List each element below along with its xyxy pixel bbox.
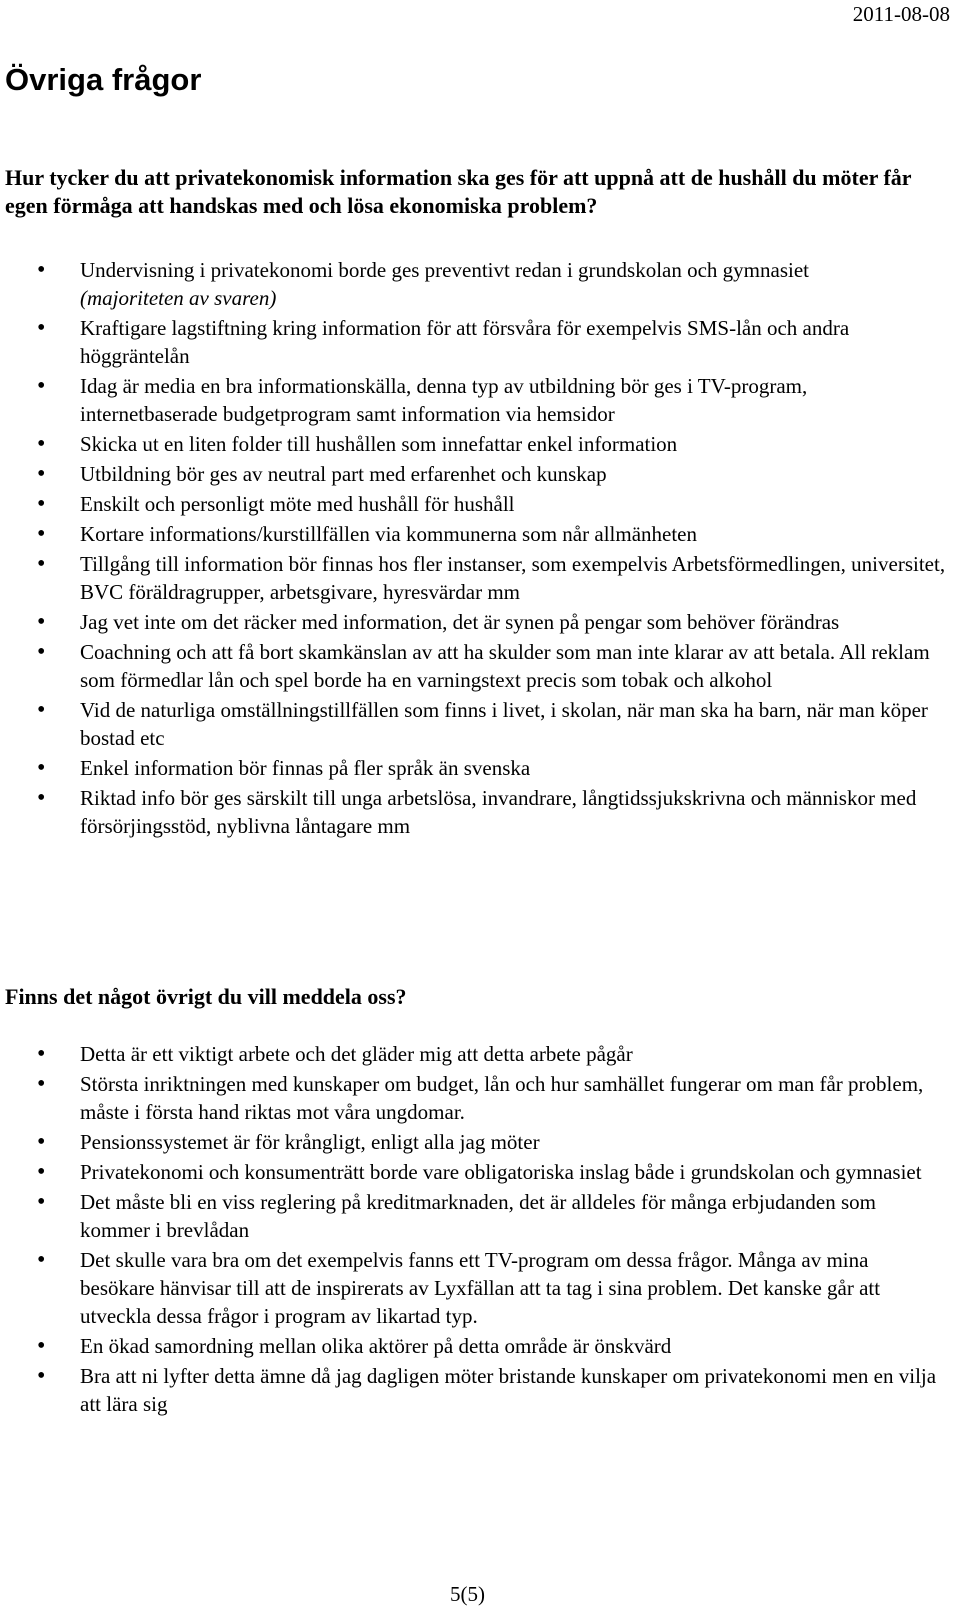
list-item bbox=[0, 256, 948, 312]
answer-list-2 bbox=[0, 1040, 948, 1420]
question-2: Finns det något övrigt du vill meddela oss? bbox=[5, 984, 407, 1009]
list-item-text: Undervisning i privatekonomi borde ges preventivt redan i grundskolan och gymnasiet bbox=[80, 258, 810, 282]
list-item: • Det måste bli en viss reglering på kreditmarknaden, det är alldeles för många erbjudanden som kommer i brevlådan bbox=[0, 1188, 948, 1244]
list-item: • Idag är media en bra informationskälla, denna typ av utbildning bör ges i TV-program, internetbaserade budgetprogram samt information via hemsidor bbox=[0, 372, 948, 428]
list-item: • Det skulle vara bra om det exempelvis fanns ett TV-program om dessa frågor. Många av mina besökare hänvisar till att de inspirerats av Lyxfällan att ta tag i sina problem. Det kanske går att utveckla dessa frågor i program av likartad typ. bbox=[0, 1246, 948, 1330]
list-item: • Största inriktningen med kunskaper om budget, lån och hur samhället fungerar om man får problem, måste i första hand riktas mot våra ungdomar. bbox=[0, 1070, 948, 1126]
list-item: • Coachning och att få bort skamkänslan av att ha skulder som man inte klarar av att betala. All reklam som förmedlar lån och spel borde ha en varningstext precis som tobak och alkohol bbox=[0, 638, 948, 694]
list-item: • Utbildning bör ges av neutral part med erfarenhet och kunskap bbox=[0, 460, 948, 488]
list-item: • Kortare informations/kurstillfällen via kommunerna som når allmänheten bbox=[0, 520, 948, 548]
list-item: • Pensionssystemet är för krångligt, enligt alla jag möter bbox=[0, 1128, 948, 1156]
list-item: • Skicka ut en liten folder till hushållen som innefattar enkel information bbox=[0, 430, 948, 458]
question-1: Hur tycker du att privatekonomisk information ska ges för att uppnå att de hushåll du möter får egen förmåga att handskas med och lösa ekonomiska problem? bbox=[5, 165, 912, 218]
document-date: 2011-08-08 bbox=[852, 2, 950, 26]
list-item: • En ökad samordning mellan olika aktörer på detta område är önskvärd bbox=[0, 1332, 948, 1360]
list-item: • Tillgång till information bör finnas hos fler instanser, som exempelvis Arbetsförmedlingen, universitet, BVC föräldragrupper, arbetsgivare, hyresvärdar mm bbox=[0, 550, 948, 606]
list-item: • Bra att ni lyfter detta ämne då jag dagligen möter bristande kunskaper om privatekonomi men en vilja att lära sig bbox=[0, 1362, 948, 1418]
list-item: • Enkel information bör finnas på fler språk än svenska bbox=[0, 754, 948, 782]
list-item: • Riktad info bör ges särskilt till unga arbetslösa, invandrare, långtidssjukskrivna och människor med försörjingsstöd, nyblivna låntagare mm bbox=[0, 784, 948, 840]
list-item-note: (majoriteten av svaren) bbox=[80, 286, 277, 310]
list-item: • Jag vet inte om det räcker med information, det är synen på pengar som behöver förändras bbox=[0, 608, 948, 636]
page-number: 5(5) bbox=[450, 1582, 485, 1606]
list-item: • Privatekonomi och konsumenträtt borde vare obligatoriska inslag både i grundskolan och gymnasiet bbox=[0, 1158, 948, 1186]
list-item: • Detta är ett viktigt arbete och det gläder mig att detta arbete pågår bbox=[0, 1040, 948, 1068]
list-item: • Kraftigare lagstiftning kring information för att försvåra för exempelvis SMS-lån och andra höggräntelån bbox=[0, 314, 948, 370]
page-title: Övriga frågor bbox=[5, 62, 202, 97]
list-item: • Vid de naturliga omställningstillfällen som finns i livet, i skolan, när man ska ha barn, när man köper bostad etc bbox=[0, 696, 948, 752]
list-item: • Enskilt och personligt möte med hushåll för hushåll bbox=[0, 490, 948, 518]
answer-list-1 bbox=[0, 256, 948, 842]
